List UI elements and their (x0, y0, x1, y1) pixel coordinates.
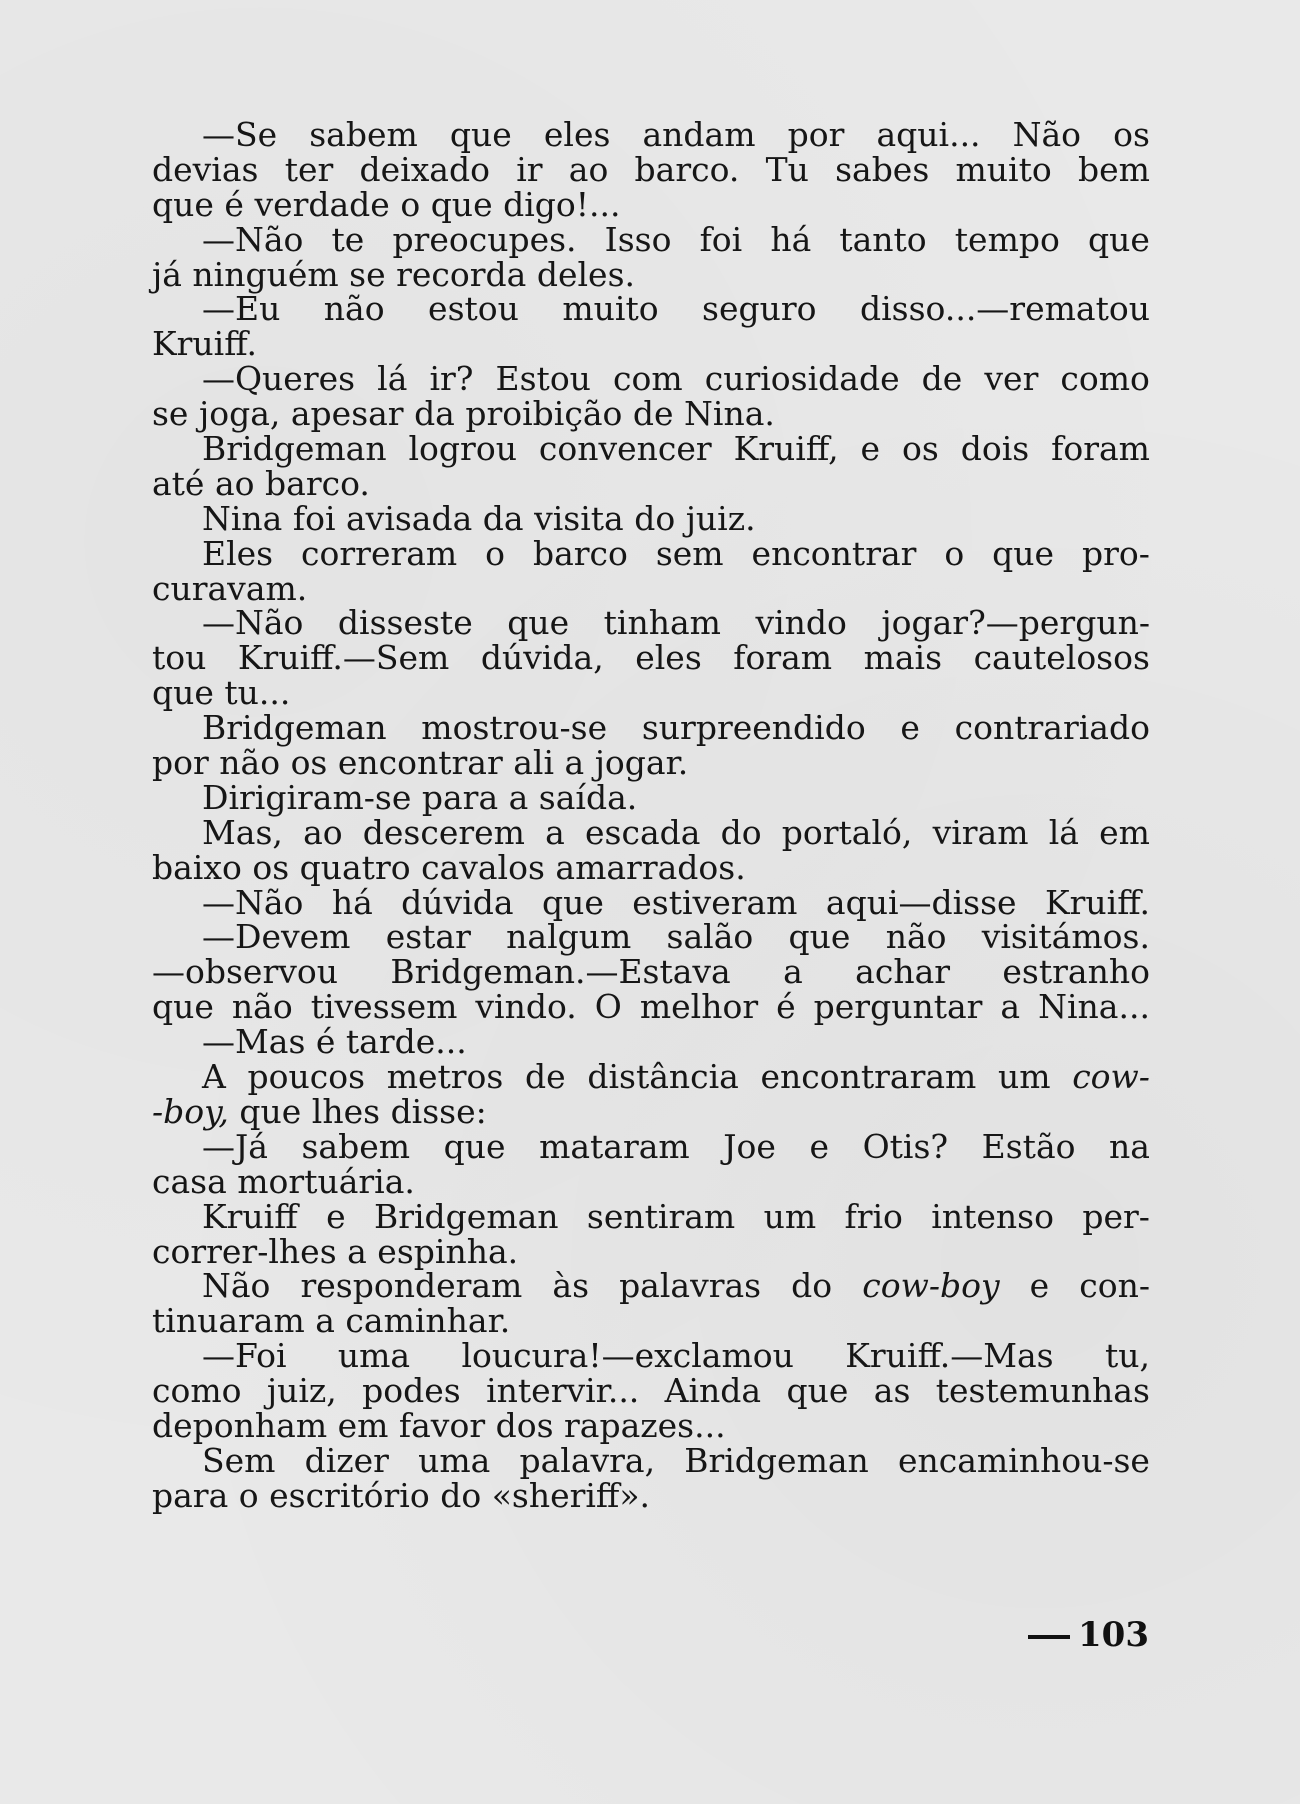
text-line: Sem dizer uma palavra, Bridgeman encaminhou-se (202, 1440, 1150, 1480)
text-line: -boy, que lhes disse: (152, 1091, 487, 1131)
text-line: —Mas é tarde... (202, 1022, 467, 1062)
text-line: —Foi uma loucura!—exclamou Kruiff.—Mas tu, (202, 1336, 1150, 1376)
text-line: tinuaram a caminhar. (152, 1301, 511, 1341)
text-line: que tu... (152, 673, 291, 713)
page-number-dash (1028, 1635, 1070, 1639)
text-line: casa mortuária. (152, 1161, 415, 1201)
text-line: Dirigiram-se para a saída. (202, 777, 638, 817)
text-line: se joga, apesar da proibição de Nina. (152, 394, 775, 434)
text-line: por não os encontrar ali a jogar. (152, 743, 689, 783)
text-line: —Devem estar nalgum salão que não visitámos. (202, 917, 1150, 957)
text-line: Nina foi avisada da visita do juiz. (202, 498, 756, 538)
text-line: —Queres lá ir? Estou com curiosidade de ver como (202, 359, 1150, 399)
text-line: como juiz, podes intervir... Ainda que as testemunhas (152, 1371, 1150, 1411)
text-line: —Não há dúvida que estiveram aqui—disse Kruiff. (202, 882, 1150, 922)
text-line: —Se sabem que eles andam por aqui... Não os (202, 115, 1150, 154)
text-line: tou Kruiff.—Sem dúvida, eles foram mais cautelosos (152, 638, 1150, 678)
text-line: já ninguém se recorda deles. (152, 254, 636, 294)
text-line: —Não disseste que tinham vindo jogar?—pergun- (202, 603, 1150, 643)
text-line: Mas, ao descerem a escada do portaló, viram lá em (202, 812, 1150, 852)
text-line: até ao barco. (152, 463, 370, 503)
text-line: A poucos metros de distância encontraram um cow- (202, 1057, 1150, 1097)
text-line: para o escritório do «sheriff». (152, 1475, 651, 1515)
text-line: Eles correram o barco sem encontrar o que pro- (202, 533, 1150, 573)
text-line: correr-lhes a espinha. (152, 1231, 519, 1271)
text-line: que é verdade o que digo!... (152, 184, 621, 224)
text-line: que não tivessem vindo. O melhor é perguntar a Nina... (152, 987, 1150, 1027)
body-text (152, 115, 1150, 1515)
text-line: Kruiff. (152, 324, 257, 364)
text-line: Bridgeman logrou convencer Kruiff, e os dois foram (202, 429, 1150, 469)
text-line: Não responderam às palavras do cow-boy e con- (202, 1266, 1150, 1306)
page-number-value: 103 (1078, 1615, 1149, 1655)
text-line: —Já sabem que mataram Joe e Otis? Estão na (202, 1126, 1150, 1166)
text-line: —Não te preocupes. Isso foi há tanto tempo que (202, 219, 1150, 259)
text-line: deponham em favor dos rapazes... (152, 1405, 726, 1445)
text-line: —observou Bridgeman.—Estava a achar estranho (152, 952, 1150, 992)
text-line: —Eu não estou muito seguro disso...—rematou (202, 289, 1150, 329)
text-line: Bridgeman mostrou-se surpreendido e contrariado (202, 708, 1150, 748)
page-number (1028, 1615, 1149, 1655)
text-line: curavam. (152, 568, 308, 608)
text-line: devias ter deixado ir ao barco. Tu sabes muito bem (152, 149, 1150, 189)
text-line: Kruiff e Bridgeman sentiram um frio intenso per- (202, 1196, 1150, 1236)
text-line: baixo os quatro cavalos amarrados. (152, 847, 746, 887)
